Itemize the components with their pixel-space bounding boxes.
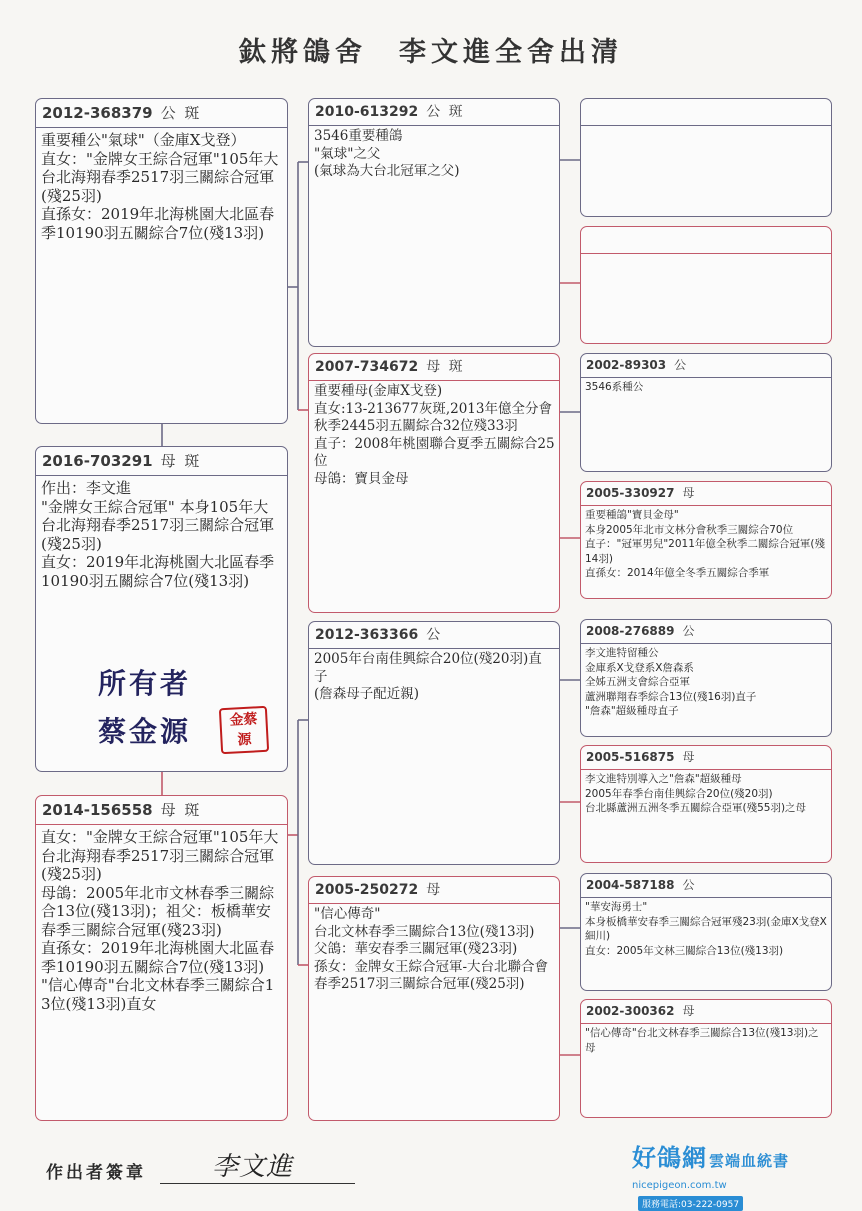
ring-number: 2014-156558 [42,801,153,819]
sex-label: 公 [682,878,697,892]
sex-label: 公 [674,358,689,372]
sire-box [35,98,288,424]
ring-number: 2012-363366 [315,627,419,643]
ddd-box [580,999,832,1118]
page-title: 鈦將鴿舍 李文進全舍出清 [239,37,623,68]
sire-header [36,99,287,128]
brand-title: 好鴿網 [632,1144,707,1172]
signature-label: 作出者簽章 [46,1163,146,1183]
brand-subtitle: 雲端血統書 [709,1152,790,1170]
subject-header [36,447,287,476]
sire-dam-header [309,354,559,381]
sex-label: 母 [682,750,697,764]
sex-label: 母 [426,882,443,898]
ddd-header [581,1000,831,1024]
sire-dam-box [308,353,560,613]
ring-number: 2004-587188 [586,878,675,892]
owner-label: 所有者 [98,667,192,700]
signature-line [160,1183,355,1184]
dds-notes: "華安海勇士" 本身板橋華安春季三關綜合冠軍殘23羽(金庫X戈登X細川) 直女：2005年文林三關綜合13位(殘13羽) [585,901,827,957]
sex-label: 母 斑 [160,452,202,470]
ring-number: 2008-276889 [586,624,675,638]
brand-url: nicepigeon.com.tw [632,1180,727,1191]
dam-dam-notes: "信心傳奇" 台北文林春季三關綜合13位(殘13羽) 父鴿：華安春季三關冠軍(殘23羽) 孫女：金牌女王綜合冠軍-大台北聯合會春季2517羽三關綜合冠軍(殘25羽) [314,906,549,992]
dsd-box [580,745,832,863]
dss-notes: 李文進特留種公 金庫系X戈登系X詹森系 全姊五洲支會綜合亞軍 蘆洲聯翔春季綜合13位(殘16羽)直子 "詹森"超級種母直子 [585,647,757,717]
owner-name: 蔡金源 [98,715,192,748]
dsd-header [581,746,831,770]
dss-header [581,620,831,644]
handwritten-signature: 李文進 [212,1152,294,1182]
dam-box [35,795,288,1121]
ring-number: 2005-250272 [315,882,419,898]
ring-number: 2005-330927 [586,486,675,500]
sex-label: 公 [426,627,443,643]
ddd-notes: "信心傳奇"台北文林春季三關綜合13位(殘13羽)之母 [585,1027,819,1054]
dam-dam-box [308,876,560,1121]
ssd-header [581,227,831,254]
owner-seal: 金蔡 源 [219,706,269,754]
dss-box [580,619,832,737]
sex-label: 母 [682,1004,697,1018]
sdd-notes: 重要種鴿"寶貝金母" 本身2005年北市文林分會秋季三關綜合70位 直子："冠軍男兒"2011年億全秋季二關綜合冠軍(殘14羽) 直孫女：2014年億全冬季五關綜合季軍 [585,509,825,579]
brand-phone: 服務電話:03-222-0957 [638,1196,743,1211]
sex-label: 公 斑 [160,104,202,122]
sex-label: 公 斑 [426,104,465,120]
sire-sire-box [308,98,560,347]
sds-notes: 3546系種公 [585,381,644,393]
sire-sire-header [309,99,559,126]
ring-number: 2012-368379 [42,104,153,122]
ssd-box [580,226,832,344]
sdd-header [581,482,831,506]
dam-sire-header [309,622,559,649]
ring-number: 2016-703291 [42,452,153,470]
dam-notes: 直女："金牌女王綜合冠軍"105年大台北海翔春季2517羽三關綜合冠軍(殘25羽) 母鴿：2005年北市文林春季三關綜合13位(殘13羽)；祖父：板橋華安春季三關綜合冠軍(殘23羽) 直孫女：2019年北海桃園大北區春季10190羽五關綜合7位(殘13羽) "信心傳奇"台北文林春季三關綜合13位(殘13羽)直女 [41,828,279,1013]
sex-label: 公 [682,624,697,638]
dds-box [580,873,832,991]
sds-box [580,353,832,472]
brand-logo [632,1138,837,1211]
sire-sire-notes: 3546重要種鴿 "氣球"之父 (氣球為大台北冠軍之父) [314,128,460,179]
ring-number: 2007-734672 [315,359,419,375]
dam-dam-header [309,877,559,904]
ring-number: 2005-516875 [586,750,675,764]
ring-number: 2002-89303 [586,358,667,372]
sire-notes: 重要種公"氣球"（金庫X戈登） 直女："金牌女王綜合冠軍"105年大台北海翔春季2517羽三關綜合冠軍(殘25羽) 直孫女：2019年北海桃園大北區春季10190羽五關綜合7位(殘13羽) [41,131,279,242]
dds-header [581,874,831,898]
sds-header [581,354,831,378]
brand-name [632,1138,837,1173]
sire-dam-notes: 重要種母(金庫X戈登) 直女:13-213677灰斑,2013年億全分會秋季2445羽五關綜合32位殘33羽 直子：2008年桃園聯合夏季五關綜合25位 母鴿：寶貝金母 [314,383,555,487]
sex-label: 母 斑 [426,359,465,375]
dam-sire-notes: 2005年台南佳興綜合20位(殘20羽)直子 (詹森母子配近親) [314,651,542,702]
sdd-box [580,481,832,599]
sex-label: 母 斑 [160,801,202,819]
subject-notes: 作出：李文進 "金牌女王綜合冠軍" 本身105年大台北海翔春季2517羽三關綜合冠軍(殘25羽) 直女：2019年北海桃園大北區春季10190羽五關綜合7位(殘13羽) [41,479,275,590]
dam-sire-box [308,621,560,865]
sss-header [581,99,831,126]
dam-header [36,796,287,825]
sss-box [580,98,832,217]
dsd-notes: 李文進特別導入之"詹森"超級種母 2005年春季台南佳興綜合20位(殘20羽) 台北縣蘆洲五洲冬季五關綜合亞軍(殘55羽)之母 [585,773,807,814]
sex-label: 母 [682,486,697,500]
ring-number: 2010-613292 [315,104,419,120]
ring-number: 2002-300362 [586,1004,675,1018]
